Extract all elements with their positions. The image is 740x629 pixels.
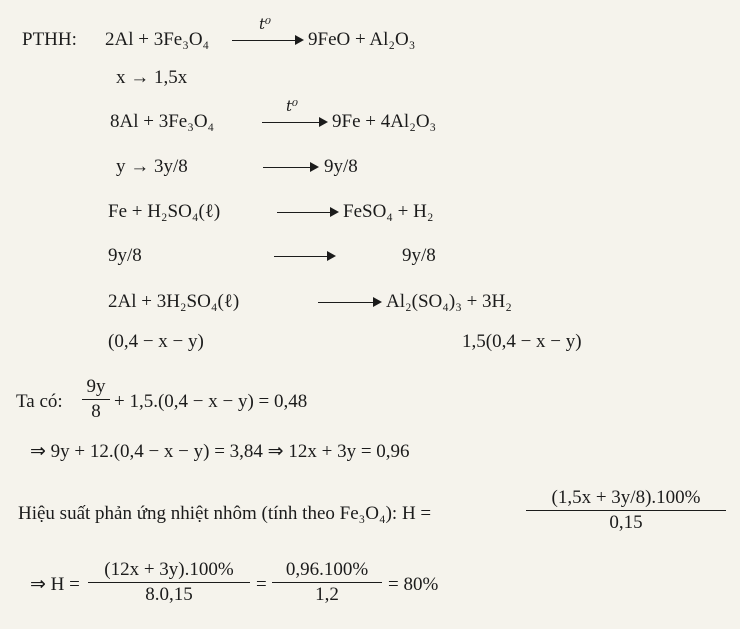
eq2-condition: t⁰ xyxy=(285,97,299,115)
eq2-rhs: 9Fe + 4Al₂O₃ xyxy=(332,111,437,132)
eq1-arrow xyxy=(232,15,304,52)
eq2-moles-arrow xyxy=(263,155,319,179)
equation-rest: + 1,5.(0,4 − x − y) = 0,48 xyxy=(114,391,308,412)
eq4-moles-a: (0,4 − x − y) xyxy=(108,331,204,352)
eq3-lhs: Fe + H₂SO₄(ℓ) xyxy=(108,201,221,222)
eq2-moles-a: y → 3y/8 xyxy=(116,156,188,177)
eq3-moles-b: 9y/8 xyxy=(402,245,436,266)
efficiency-fraction xyxy=(526,486,726,535)
eq3-moles-arrow xyxy=(274,244,336,268)
result-value: = 80% xyxy=(388,574,439,595)
eq3-arrow xyxy=(277,200,339,224)
efficiency-label: Hiệu suất phản ứng nhiệt nhôm (tính theo Fe₃O₄): H = xyxy=(18,503,432,524)
result-fraction-1 xyxy=(88,558,250,607)
eq1-condition: t⁰ xyxy=(258,15,272,33)
efficiency-denominator: 0,15 xyxy=(609,512,643,533)
derived-equation: ⇒ 9y + 12.(0,4 − x − y) = 3,84 ⇒ 12x + 3y = 0,96 xyxy=(30,441,410,462)
ta-co-label: Ta có: xyxy=(16,391,63,412)
result-denominator-1: 8.0,15 xyxy=(145,584,193,605)
eq3-rhs: FeSO₄ + H₂ xyxy=(343,201,434,222)
result-equals: = xyxy=(256,574,267,595)
fraction-9y-8 xyxy=(82,375,110,424)
eq4-moles-b: 1,5(0,4 − x − y) xyxy=(462,331,582,352)
result-lead: ⇒ H = xyxy=(30,574,80,595)
pthh-label: PTHH: xyxy=(22,29,77,50)
eq2-lhs: 8Al + 3Fe₃O₄ xyxy=(110,111,215,132)
eq4-lhs: 2Al + 3H₂SO₄(ℓ) xyxy=(108,291,240,312)
eq4-rhs: Al₂(SO₄)₃ + 3H₂ xyxy=(386,291,512,312)
result-denominator-2: 1,2 xyxy=(315,584,339,605)
result-numerator-2: 0,96.100% xyxy=(285,559,369,580)
result-numerator-1: (12x + 3y).100% xyxy=(104,559,234,580)
eq2-moles-b: 9y/8 xyxy=(324,156,358,177)
eq1-moles: x → 1,5x xyxy=(116,67,188,88)
efficiency-numerator: (1,5x + 3y/8).100% xyxy=(551,487,701,508)
eq2-arrow xyxy=(262,97,328,134)
fraction-denominator: 8 xyxy=(91,401,101,422)
eq3-moles-a: 9y/8 xyxy=(108,245,142,266)
fraction-numerator: 9y xyxy=(86,376,106,397)
result-fraction-2 xyxy=(272,558,382,607)
eq1-rhs: 9FeO + Al₂O₃ xyxy=(308,29,416,50)
eq1-lhs: 2Al + 3Fe₃O₄ xyxy=(105,29,210,50)
eq4-arrow xyxy=(318,290,382,314)
